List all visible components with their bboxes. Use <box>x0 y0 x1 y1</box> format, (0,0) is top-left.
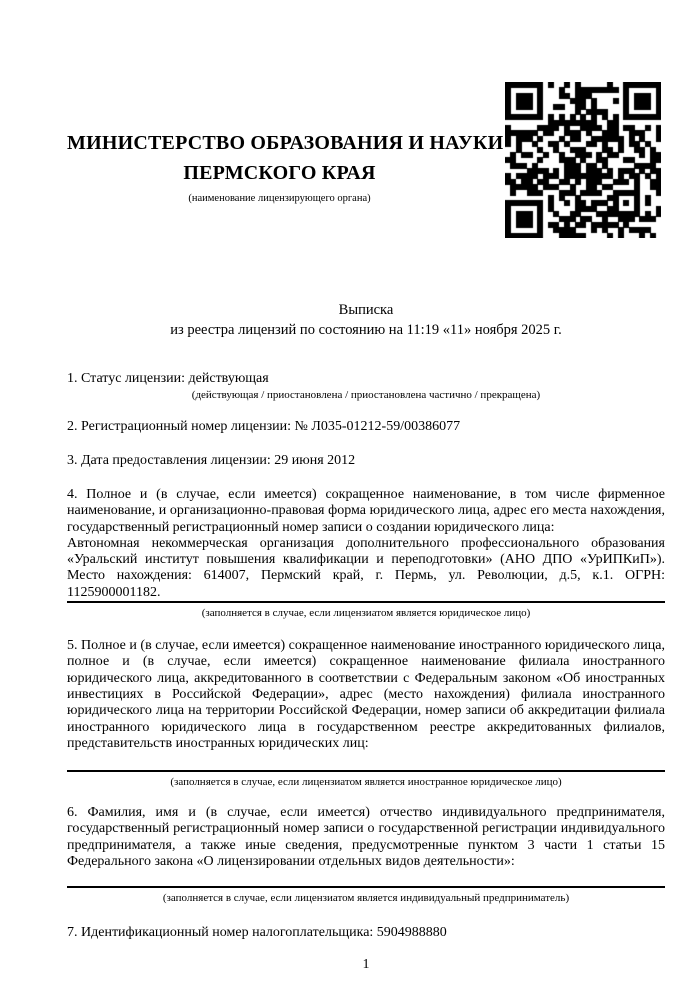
item-4-fill-caption: (заполняется в случае, если лицензиатом является юридическое лицо) <box>201 607 531 620</box>
page-number: 1 <box>362 957 370 973</box>
entrepreneur-fill-line <box>67 886 665 888</box>
item-6-entrepreneur-label: 6. Фамилия, имя и (в случае, если имеется) отчество индивидуального предпринимателя, государственный регистрационный номер записи о государственной регистрации индивидуального предпринимателя, а также иные сведения, предусмотренные пунктом 3 части 1 статьи 15 Федерального закона «О лицензировании отдельных видов деятельности»: <box>67 805 665 870</box>
item-5-fill-caption: (заполняется в случае, если лицензиатом является иностранное юридическое лицо) <box>170 776 562 789</box>
item-2-registration-number: 2. Регистрационный номер лицензии: № Л035-01212-59/00386077 <box>67 419 461 434</box>
legal-entity-fill-line <box>67 601 665 603</box>
item-5-foreign-entity-label: 5. Полное и (в случае, если имеется) сокращенное наименование иностранного юридического лица, полное и (в случае, если имеется) сокращенное наименование филиала иностранного юридического лица, аккредитованного в соответствии с Федеральным законом «Об иностранных инвестициях в Российской Федерации», адрес (место нахождения) филиала иностранного юридического лица на территории Российской Федерации, номер записи об аккредитации филиала иностранного юридического лица в государственном реестре аккредитованных филиалов, представительств иностранных юридических лиц: <box>67 638 665 751</box>
item-4-legal-entity-value: Автономная некоммерческая организация дополнительного профессионального образования «Уральский институт повышения квалификации и переподготовки» (АНО ДПО «УрИПКиП»). Место нахождения: 614007, Пермский край, г. Пермь, ул. Революции, д.5, к.1. ОГРН: 1125900001182. <box>67 535 665 600</box>
item-1-license-status: 1. Статус лицензии: действующая <box>67 371 269 386</box>
item-7-taxpayer-id: 7. Идентификационный номер налогоплательщика: 5904988880 <box>67 925 447 941</box>
item-4-legal-entity-label: 4. Полное и (в случае, если имеется) сокращенное наименование, в том числе фирменное наименование, и организационно-правовая форма юридического лица, адрес его места нахождения, государственный регистрационный номер записи о создании юридического лица: <box>67 487 665 535</box>
licensing-authority-caption: (наименование лицензирующего органа) <box>188 193 371 204</box>
licensing-authority-block <box>67 128 504 206</box>
document-body <box>67 300 665 973</box>
ministry-name-line1: МИНИСТЕРСТВО ОБРАЗОВАНИЯ И НАУКИ <box>67 132 504 154</box>
document-title-line2: из реестра лицензий по состоянию на 11:19 «11» ноября 2025 г. <box>170 322 562 338</box>
item-6-fill-caption: (заполняется в случае, если лицензиатом является индивидуальный предприниматель) <box>162 892 570 905</box>
document-title <box>67 300 665 340</box>
qr-code-icon <box>505 82 661 238</box>
document-title-line1: Выписка <box>338 302 394 318</box>
ministry-name-line2: ПЕРМСКОГО КРАЯ <box>183 162 376 184</box>
foreign-entity-fill-line <box>67 770 665 772</box>
item-1-status-options-caption: (действующая / приостановлена / приостановлена частично / прекращена) <box>191 389 541 401</box>
item-3-grant-date: 3. Дата предоставления лицензии: 29 июня 2012 <box>67 453 356 468</box>
document-header <box>0 0 700 242</box>
